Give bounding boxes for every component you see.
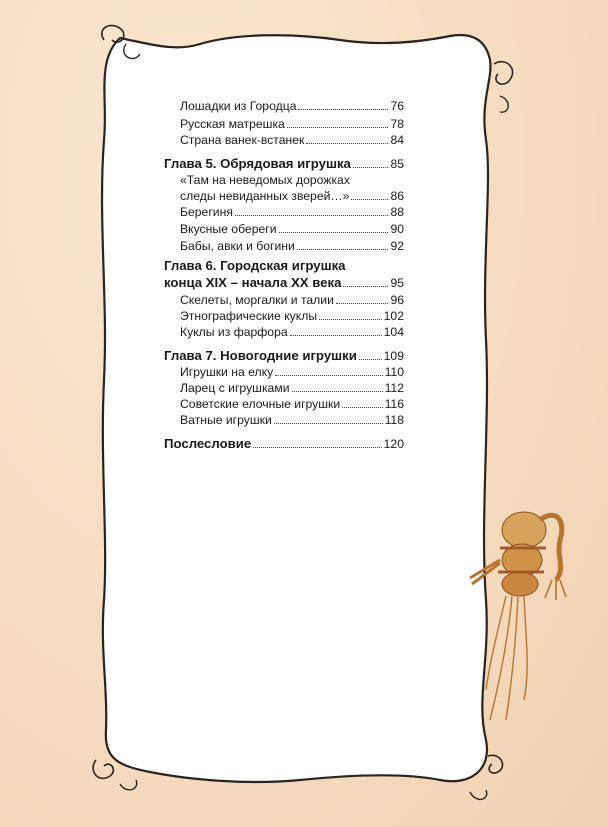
toc-entry-page: 88 xyxy=(390,205,404,219)
toc-entry[interactable] xyxy=(164,292,404,308)
toc-entry-page: 92 xyxy=(390,239,404,253)
toc-chapter-page: 85 xyxy=(390,157,404,171)
toc-entry-title: Скелеты, моргалки и талии xyxy=(180,293,334,307)
dot-leader xyxy=(351,199,388,200)
toc-chapter-title: Послесловие xyxy=(164,436,252,451)
toc-entry-title: Русская матрешка xyxy=(180,117,285,131)
toc-entry-page: 118 xyxy=(384,413,404,427)
toc-entry-title: Ларец с игрушками xyxy=(180,381,290,395)
dot-leader xyxy=(275,375,382,376)
toc-entry-page: 104 xyxy=(383,325,404,339)
toc-entry-page: 84 xyxy=(390,133,404,147)
toc-entry-title: Игрушки на елку xyxy=(180,365,274,379)
toc-entry-page: 90 xyxy=(390,222,404,236)
toc-entry-title: Вкусные обереги xyxy=(180,222,277,236)
toc-chapter[interactable] xyxy=(164,156,404,172)
toc-chapter-page: 95 xyxy=(390,276,404,290)
flourish-bottom-right xyxy=(488,755,503,773)
toc-entry-title-line1: «Там на неведомых дорожках xyxy=(180,173,350,187)
dot-leader xyxy=(342,407,382,408)
toc-entry[interactable] xyxy=(164,98,404,114)
toc-entry-page: 116 xyxy=(384,397,404,411)
toc-entry[interactable] xyxy=(164,364,404,380)
toc-entry[interactable] xyxy=(164,188,404,204)
toc-entry-page: 78 xyxy=(390,117,404,131)
dot-leader xyxy=(274,423,383,424)
toc-chapter-title: Глава 7. Новогодние игрушки xyxy=(164,348,357,363)
toc-entry-title: Бабы, авки и богини xyxy=(180,239,295,253)
dot-leader xyxy=(297,249,389,250)
flourish-bottom-left-curl xyxy=(120,780,137,790)
dot-leader xyxy=(279,232,389,233)
dot-leader xyxy=(287,127,389,128)
toc-entry-page: 110 xyxy=(384,365,404,379)
toc-entry[interactable] xyxy=(164,116,404,132)
flourish-bottom-right-curl xyxy=(470,790,487,799)
toc-chapter-page: 109 xyxy=(383,349,404,363)
dot-leader xyxy=(319,319,382,320)
toc-entry[interactable] xyxy=(164,132,404,148)
dot-leader xyxy=(359,359,382,360)
toc-entry-page: 96 xyxy=(390,293,404,307)
toc-entry[interactable] xyxy=(164,221,404,237)
toc-entry-title: Лошадки из Городца xyxy=(180,99,297,113)
toc-chapter-page: 120 xyxy=(383,437,404,451)
toc-entry-title: Куклы из фарфора xyxy=(180,325,288,339)
dot-leader xyxy=(336,303,389,304)
flourish-top-right-curl xyxy=(500,96,508,112)
toc-entry[interactable] xyxy=(164,204,404,220)
toc-chapter[interactable] xyxy=(164,436,404,452)
toc-entry-title-line2: следы невиданных зверей…» xyxy=(180,189,350,203)
dot-leader xyxy=(292,391,383,392)
toc-entry[interactable] xyxy=(164,238,404,254)
flourish-top-right xyxy=(494,62,513,84)
toc-entry-page: 102 xyxy=(383,309,404,323)
toc-chapter-title-line2: конца XIX – начала XX века xyxy=(164,275,342,290)
toc-entry-title: Ватные игрушки xyxy=(180,413,272,427)
dot-leader xyxy=(343,286,388,287)
toc-entry-title: Страна ванек-встанек xyxy=(180,133,305,147)
toc-entry[interactable] xyxy=(164,396,404,412)
dot-leader xyxy=(235,215,389,216)
toc-entry[interactable] xyxy=(164,308,404,324)
dot-leader xyxy=(306,143,388,144)
toc-entry-page: 76 xyxy=(390,99,404,113)
toc-chapter-title: Глава 5. Обрядовая игрушка xyxy=(164,156,351,171)
dot-leader xyxy=(253,447,381,448)
toc-entry[interactable] xyxy=(164,380,404,396)
toc-entry-title: Советские елочные игрушки xyxy=(180,397,341,411)
toc-entry-page: 86 xyxy=(390,189,404,203)
toc-entry-title: Берегиня xyxy=(180,205,233,219)
toc-entry[interactable] xyxy=(164,324,404,340)
flourish-bottom-left xyxy=(93,760,113,778)
toc-chapter[interactable] xyxy=(164,348,404,364)
toc-entry[interactable] xyxy=(164,412,404,428)
toc-entry-title: Этнографические куклы xyxy=(180,309,318,323)
dot-leader xyxy=(353,167,389,168)
dot-leader xyxy=(298,109,388,110)
toc-chapter[interactable] xyxy=(164,275,404,291)
dot-leader xyxy=(290,335,382,336)
toc-chapter-title-line1: Глава 6. Городская игрушка xyxy=(164,258,346,273)
toc-entry-page: 112 xyxy=(384,381,404,395)
